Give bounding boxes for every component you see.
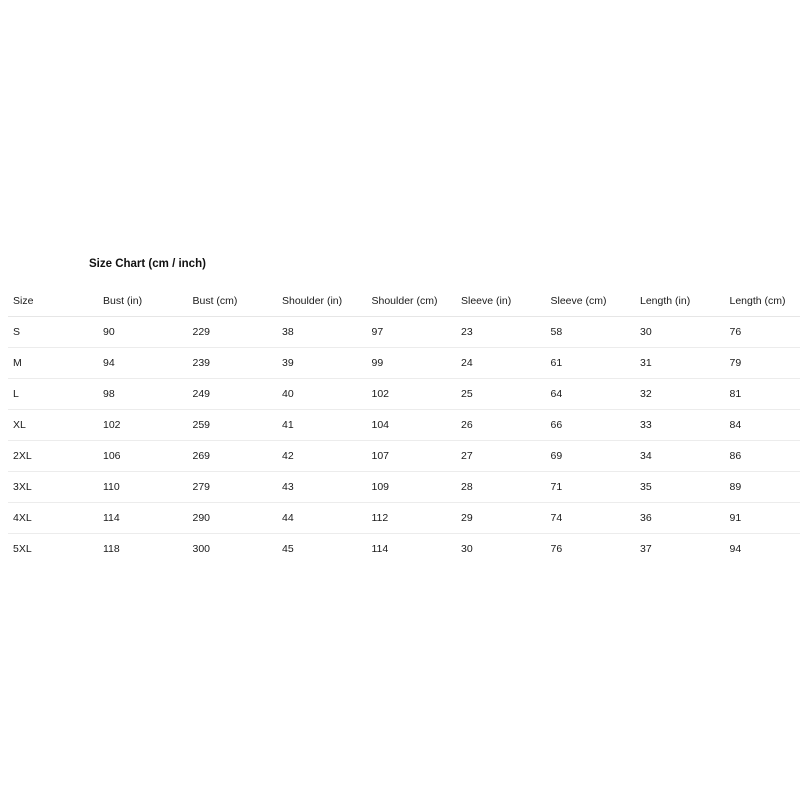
cell-bust-cm: 249 [188,379,278,410]
cell-sleeve-in: 26 [456,410,546,441]
header-shoulder-in: Shoulder (in) [277,285,367,317]
table-row [8,410,800,441]
cell-length-in: 32 [635,379,725,410]
header-sleeve-in: Sleeve (in) [456,285,546,317]
cell-sleeve-cm: 58 [546,317,636,348]
cell-shoulder-in: 42 [277,441,367,472]
cell-shoulder-in: 43 [277,472,367,503]
table-row [8,472,800,503]
size-chart-title: Size Chart (cm / inch) [89,258,206,270]
cell-shoulder-cm: 112 [367,503,457,534]
cell-length-cm: 81 [725,379,800,410]
table-row [8,534,800,565]
cell-length-cm: 94 [729,543,742,555]
cell-length-in: 35 [635,472,725,503]
cell-shoulder-in: 45 [282,543,294,555]
cell-bust-in: 90 [98,317,188,348]
cell-sleeve-cm: 71 [546,472,636,503]
cell-size: 4XL [8,503,98,534]
cell-size: XL [8,410,98,441]
cell-sleeve-cm: 66 [546,410,636,441]
cell-length-in: 34 [635,441,725,472]
cell-length-in: 36 [635,503,725,534]
cell-bust-in: 114 [98,503,188,534]
cell-size: L [8,379,98,410]
cell-sleeve-in: 29 [456,503,546,534]
table-header [8,285,800,317]
cell-length-cm: 76 [725,317,800,348]
header-bust-in: Bust (in) [98,285,188,317]
cell-bust-in: 94 [98,348,188,379]
cell-bust-in: 98 [98,379,188,410]
header-shoulder-cm: Shoulder (cm) [367,285,457,317]
cell-length-cm: 89 [725,472,800,503]
cell-size: S [8,317,98,348]
cell-length-cm: 86 [725,441,800,472]
cell-length-in: 31 [635,348,725,379]
cell-bust-cm: 269 [188,441,278,472]
cell-shoulder-cm: 104 [367,410,457,441]
cell-bust-cm: 239 [188,348,278,379]
header-length-cm: Length (cm) [725,285,800,317]
cell-size: M [8,348,98,379]
table-row [8,317,800,348]
cell-length-in: 37 [640,543,652,555]
cell-length-cm: 84 [725,410,800,441]
cell-shoulder-in: 40 [277,379,367,410]
table-row [8,503,800,534]
cell-sleeve-in: 27 [456,441,546,472]
header-row [8,285,800,317]
cell-sleeve-in: 25 [456,379,546,410]
cell-sleeve-in: 30 [461,543,473,555]
table-row [8,441,800,472]
cell-bust-cm: 259 [188,410,278,441]
cell-sleeve-in: 28 [456,472,546,503]
cell-shoulder-cm: 97 [367,317,457,348]
cell-sleeve-cm: 76 [550,543,563,555]
cell-shoulder-cm: 99 [367,348,457,379]
table-row [8,379,800,410]
cell-bust-in: 110 [98,472,188,503]
cell-bust-cm: 300 [192,543,211,555]
cell-bust-in: 102 [98,410,188,441]
cell-sleeve-cm: 61 [546,348,636,379]
header-bust-cm: Bust (cm) [188,285,278,317]
header-length-in: Length (in) [635,285,725,317]
cell-size: 5XL [13,543,32,555]
size-chart-table [8,285,800,564]
cell-length-cm: 79 [725,348,800,379]
cell-sleeve-cm: 69 [546,441,636,472]
cell-sleeve-in: 23 [456,317,546,348]
cell-bust-cm: 290 [188,503,278,534]
header-sleeve-cm: Sleeve (cm) [546,285,636,317]
cell-bust-cm: 229 [188,317,278,348]
cell-shoulder-cm: 114 [371,543,389,555]
cell-sleeve-in: 24 [456,348,546,379]
cell-shoulder-cm: 102 [367,379,457,410]
cell-length-in: 30 [635,317,725,348]
cell-shoulder-cm: 107 [367,441,457,472]
cell-sleeve-cm: 74 [546,503,636,534]
cell-bust-in: 106 [98,441,188,472]
table-body [8,317,800,565]
cell-shoulder-in: 44 [277,503,367,534]
cell-size: 2XL [8,441,98,472]
cell-bust-in: 118 [103,543,120,555]
cell-sleeve-cm: 64 [546,379,636,410]
cell-size: 3XL [8,472,98,503]
cell-shoulder-in: 38 [277,317,367,348]
cell-shoulder-in: 41 [277,410,367,441]
header-size: Size [8,285,98,317]
cell-length-cm: 91 [725,503,800,534]
table-row [8,348,800,379]
cell-shoulder-in: 39 [277,348,367,379]
cell-length-in: 33 [635,410,725,441]
cell-bust-cm: 279 [188,472,278,503]
cell-shoulder-cm: 109 [367,472,457,503]
